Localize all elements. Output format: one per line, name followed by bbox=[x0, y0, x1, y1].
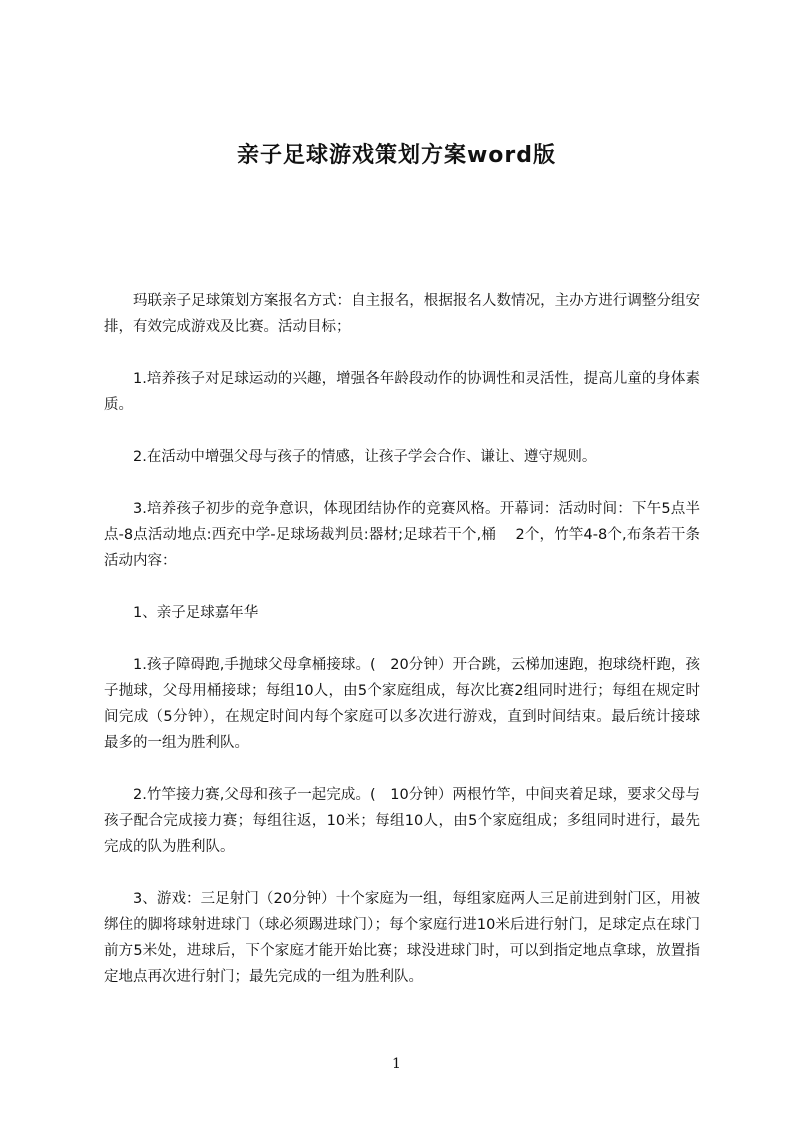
document-title: 亲子足球游戏策划方案word版 bbox=[236, 143, 557, 168]
paragraph-registration: 玛联亲子足球策划方案报名方式：自主报名，根据报名人数情况，主办方进行调整分组安排，有效完成游戏及比赛。活动目标； bbox=[104, 293, 700, 335]
paragraph-goal-3: 3.培养孩子初步的竞争意识，体现团结协作的竞赛风格。开幕词：活动时间：下午5点半点-8点活动地点:西充中学-足球场裁判员:器材;足球若干个,桶 2个，竹竿4-8个,布条若干条活动内容： bbox=[104, 501, 700, 569]
paragraph-activity-3: 3、游戏：三足射门（20分钟）十个家庭为一组，每组家庭两人三足前进到射门区，用被绑住的脚将球射进球门（球必须踢进球门）；每个家庭行进10米后进行射门，足球定点在球门前方5米处，进球后，下个家庭才能开始比赛；球没进球门时，可以到指定地点拿球，放置指定地点再次进行射门；最先完成的一组为胜利队。 bbox=[104, 891, 700, 985]
page-number: 1 bbox=[392, 1056, 401, 1072]
paragraph-activity-2: 2.竹竿接力赛,父母和孩子一起完成。( 10分钟）两根竹竿，中间夹着足球，要求父母与孩子配合完成接力赛；每组往返，10米；每组10人，由5个家庭组成；多组同时进行，最先完成的队为胜利队。 bbox=[104, 787, 700, 855]
paragraph-goal-2: 2.在活动中增强父母与孩子的情感，让孩子学会合作、谦让、遵守规则。 bbox=[133, 449, 597, 465]
paragraph-goal-1: 1.培养孩子对足球运动的兴趣，增强各年龄段动作的协调性和灵活性，提高儿童的身体素质。 bbox=[104, 371, 700, 413]
paragraph-activity-1: 1.孩子障碍跑,手抛球父母拿桶接球。( 20分钟）开合跳，云梯加速跑，抱球绕杆跑，孩子抛球，父母用桶接球；每组10人，由5个家庭组成，每次比赛2组同时进行；每组在规定时间完成（5分钟），在规定时间内每个家庭可以多次进行游戏，直到时间结束。最后统计接球最多的一组为胜利队。 bbox=[104, 657, 700, 751]
document-body bbox=[104, 288, 700, 1016]
section-heading-carnival: 1、亲子足球嘉年华 bbox=[133, 605, 259, 621]
